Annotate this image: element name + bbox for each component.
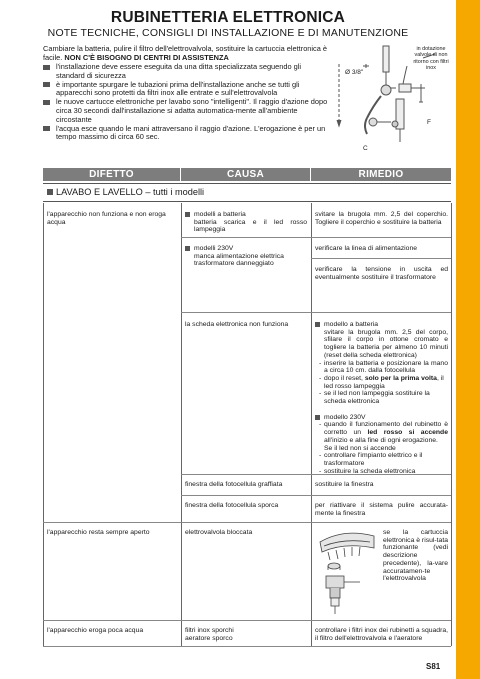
table-border [181, 203, 182, 646]
remedy-valve-blocked: se la cartuccia elettronica è risul-tata funzionante (vedi descrizione precedente), la-vare accuratamen-te l'elettrovalvola [383, 529, 448, 583]
cause-valve-blocked: elettrovalvola bloccata [185, 529, 253, 536]
remedy-transformer: verificare la tensione in uscita ed eventualmente sostituire il trasformatore [315, 266, 448, 281]
cause-photocell-scratched: finestra della fotocellula graffiata [185, 481, 283, 488]
cause-photocell-dirty: finestra della fotocellula sporca [185, 502, 279, 509]
remedy-photocell-dirty: per riattivare il sistema pulire accurata-mente la finestra [315, 502, 448, 517]
row-divider [43, 522, 451, 523]
defect-always-open: l'apparecchio resta sempre aperto [47, 529, 150, 536]
intro-bullet: l'installazione deve essere eseguita da una ditta specializzata seguendo gli standard di sicurezza [43, 63, 331, 81]
solenoid-valve-illustration [314, 526, 380, 618]
row-divider [181, 237, 451, 238]
defect-no-water: l'apparecchio non funziona e non eroga acqua [47, 211, 166, 226]
remedy-board: modello a batteria svitare la brugola mm. 2,5 del corpo, sfilare il corpo in ottone cromato e togliere la batteria per almeno 10 minuti (reset della scheda elettronica) - inserire la batteria e posizionare la mano a circa 10 cm. dalla fotocellula - dopo il reset, solo per la prima volta, il led rosso lampeggia - se il led non lampeggia sostituire la scheda elettronica modello 230V - quando il funzionamento del rubinetto è corretto un led rosso si accende all'inizio e alla fine di ogni erogazione. Se il led non si accende - controllare l'impianto elettrico e il trasformatore - sostituire la scheda elettronica [315, 321, 448, 475]
square-icon [47, 189, 53, 195]
table-border [43, 203, 44, 646]
header-defect: DIFETTO [43, 168, 180, 181]
diagram-label-c: C [363, 145, 368, 152]
remedy-photocell-scratched: sostituire la finestra [315, 481, 374, 488]
diagram-note: in dotazione valvole di non ritorno con filtri inox [413, 46, 449, 71]
header-cause: CAUSA [181, 168, 310, 181]
diagram-label-f: F [427, 119, 431, 126]
cause-230v: modelli 230V manca alimentazione elettrica trasformatore danneggiato [185, 245, 307, 268]
table-border [451, 203, 452, 646]
intro-bullet: l'acqua esce quando le mani attraversano il raggio d'azione. L'erogazione è per un tempo massimo di circa 60 sec. [43, 125, 331, 143]
page-title: RUBINETTERIA ELETTRONICA [110, 9, 346, 26]
intro-bullet: le nuove cartucce elettroniche per lavabo sono "intelligenti". Il raggio d'azione dopo circa 30 secondi dall'installazione si adatta automatica-mente all'ambiente circostante [43, 98, 331, 124]
page-subtitle: NOTE TECNICHE, CONSIGLI DI INSTALLAZIONE E DI MANUTENZIONE [47, 27, 409, 39]
header-remedy: RIMEDIO [311, 168, 451, 181]
intro-text [43, 45, 331, 142]
defect-low-water: l'apparecchio eroga poca acqua [47, 627, 144, 634]
intro-lead: Cambiare la batteria, pulire il filtro dell'elettrovalvola, sostituire la cartuccia elettronica è facile. NON C'È BISOGNO DI CENTRI DI ASSISTENZA [43, 44, 328, 62]
row-divider [311, 258, 451, 259]
row-divider [181, 312, 451, 313]
section-tab [456, 0, 480, 679]
diagram-size-label: Ø 3/8" [345, 69, 364, 76]
cause-battery: modelli a batteria batteria scarica e il led rosso lampeggia [185, 211, 307, 234]
section-header: LAVABO E LAVELLO – tutti i modelli [43, 183, 451, 202]
page-number: S81 [426, 662, 441, 671]
row-divider [181, 495, 451, 496]
row-divider [43, 620, 451, 621]
remedy-filters: controllare i filtri inox dei rubinetti a squadra, il filtro dell'elettrovalvola e l'aeratore [315, 627, 448, 642]
table-bottom [43, 646, 451, 647]
remedy-battery: svitare la brugola mm. 2,5 del coperchio. Togliere il coperchio e sostituire la batteria [315, 211, 448, 226]
cause-filters: filtri inox sporchi aeratore sporco [185, 627, 234, 642]
cause-board: la scheda elettronica non funziona [185, 321, 289, 328]
table-border [311, 203, 312, 646]
remedy-power-line: verificare la linea di alimentazione [315, 245, 418, 252]
intro-bullet: è importante spurgare le tubazioni prima dell'installazione anche se tutti gli apparecchi sono protetti da filtri inox alle entrate e sull'elettrovalvola [43, 81, 331, 99]
